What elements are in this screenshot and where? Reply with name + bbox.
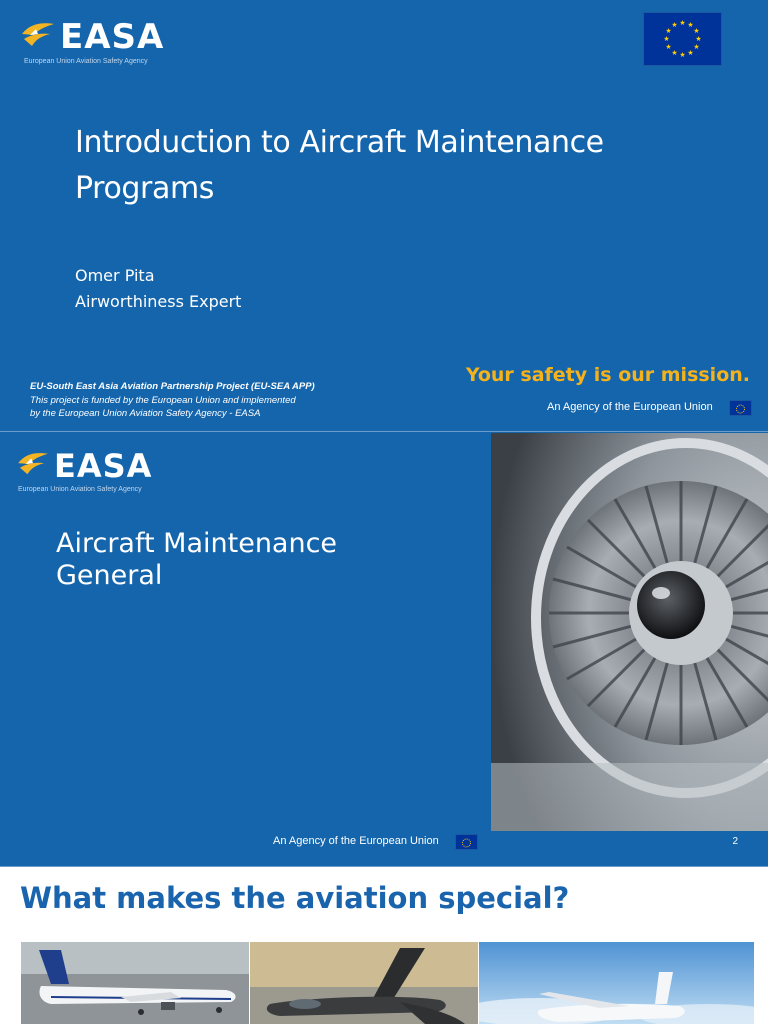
project-note xyxy=(30,380,315,421)
agency-text: An Agency of the European Union xyxy=(273,835,439,847)
easa-bird-logo-icon xyxy=(20,20,58,50)
eu-flag-icon xyxy=(729,400,752,416)
logo-subtitle: European Union Aviation Safety Agency xyxy=(18,486,142,493)
svg-text:★: ★ xyxy=(671,21,678,29)
project-funding: This project is funded by the European Union and implemented xyxy=(30,394,296,406)
project-name: EU-South East Asia Aviation Partnership Project (EU-SEA APP) xyxy=(30,381,315,392)
military-jet-photo xyxy=(250,942,478,1024)
svg-text:★: ★ xyxy=(687,49,694,57)
easa-logo xyxy=(20,17,165,65)
svg-text:★: ★ xyxy=(693,27,700,35)
slide-title-line: Aircraft Maintenance xyxy=(56,528,338,559)
easa-bird-logo-icon xyxy=(16,450,52,478)
easa-logo xyxy=(16,447,153,493)
svg-text:★: ★ xyxy=(665,43,672,51)
svg-text:★: ★ xyxy=(665,27,672,35)
author-name: Omer Pita xyxy=(75,266,155,285)
airliner-in-flight-photo xyxy=(479,942,754,1024)
slide-title-line: Introduction to Aircraft Maintenance xyxy=(75,125,604,160)
regional-jet-on-apron-photo xyxy=(21,942,249,1024)
slide-title-line: Programs xyxy=(75,171,215,206)
eu-flag-icon xyxy=(643,12,722,66)
jet-engine-fan-photo xyxy=(491,433,768,831)
author-block xyxy=(75,263,241,315)
agency-text: An Agency of the European Union xyxy=(547,401,713,413)
project-implementation: by the European Union Aviation Safety Agency - EASA xyxy=(30,408,261,419)
svg-text:★: ★ xyxy=(671,49,678,57)
svg-text:★: ★ xyxy=(693,43,700,51)
svg-text:★: ★ xyxy=(663,35,670,43)
title-slide xyxy=(0,0,768,431)
logo-wordmark: EASA xyxy=(54,447,153,485)
eu-flag-icon xyxy=(455,834,478,850)
agency-footer xyxy=(547,401,713,413)
content-slide xyxy=(0,867,768,1024)
svg-text:★: ★ xyxy=(695,35,702,43)
author-role: Airworthiness Expert xyxy=(75,292,242,311)
slide-title-line: General xyxy=(56,560,163,591)
slogan: Your safety is our mission. xyxy=(465,364,750,386)
section-slide xyxy=(0,432,768,866)
logo-subtitle: European Union Aviation Safety Agency xyxy=(24,58,148,65)
agency-footer xyxy=(273,835,439,847)
page-number: 2 xyxy=(732,836,738,847)
logo-wordmark: EASA xyxy=(60,17,165,57)
svg-text:★: ★ xyxy=(687,21,694,29)
svg-text:★: ★ xyxy=(679,19,686,27)
slide-title: What makes the aviation special? xyxy=(20,881,570,915)
svg-text:★: ★ xyxy=(679,51,686,59)
slide-title xyxy=(75,120,715,212)
slide-title xyxy=(56,528,337,592)
